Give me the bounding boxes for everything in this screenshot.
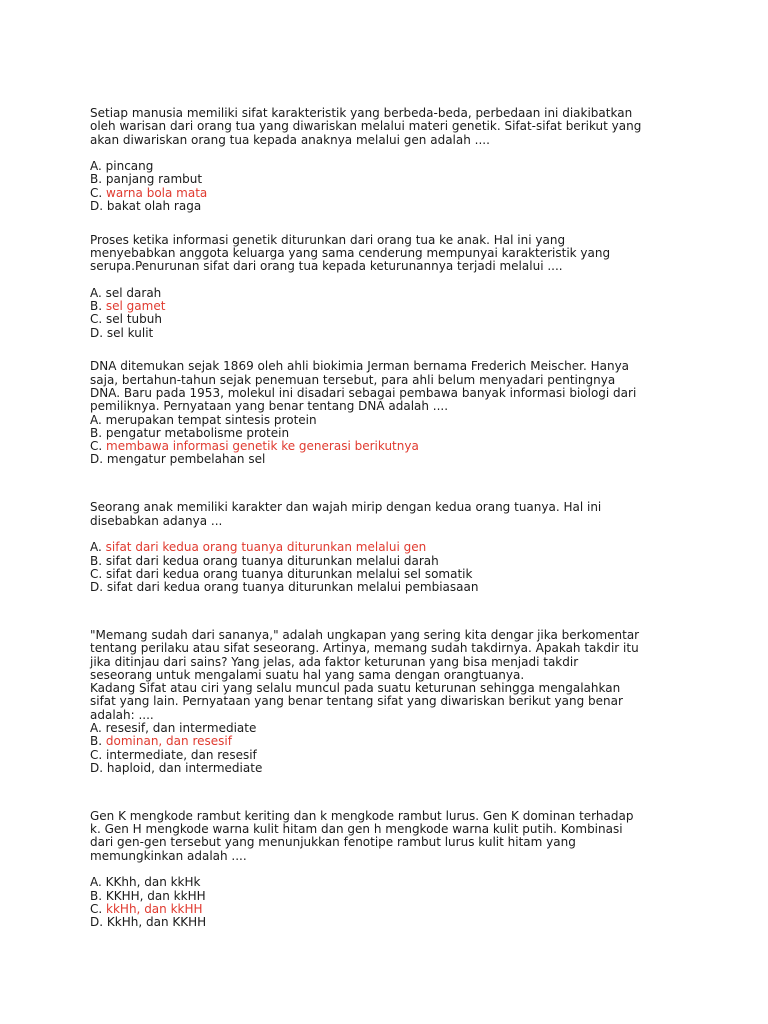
question-6-option-d: D. KkHh, dan KKHH — [90, 915, 207, 930]
question-6-text: Gen K mengkode rambut keriting dan k mengkode rambut lurus. Gen K dominan terhadap k. Gen H mengkode warna kulit hitam dan gen h mengkode warna kulit putih. Kombinasi dari gen-gen tersebut yang menunjukkan fenotipe rambut lurus kulit hitam yang memungkinkan adalah .... — [90, 808, 634, 863]
question-6-option-b: B. KKHH, dan kkHH — [90, 888, 206, 903]
question-6-option-a: A. KKhh, dan kkHk — [90, 875, 201, 890]
question-4 — [90, 501, 690, 594]
question-1-text: Setiap manusia memiliki sifat karakteristik yang berbeda-beda, perbedaan ini diakibatkan oleh warisan dari orang tua yang diwariskan melalui materi genetik. Sifat-sifat berikut yang akan diwariskan orang tua kepada anaknya melalui gen adalah .... — [90, 106, 642, 147]
question-4-option-c: C. sifat dari kedua orang tuanya diturunkan melalui sel somatik — [90, 566, 473, 581]
question-5-text: "Memang sudah dari sananya," adalah ungkapan yang sering kita dengar jika berkomentar tentang perilaku atau sifat seseorang. Artinya, memang sudah takdirnya. Apakah takdir itu jika ditinjau dari sains? Yang jelas, ada faktor keturunan yang bisa menjadi takdir seseorang untuk mengalami suatu hal yang sama dengan orangtuanya. Kadang Sifat atau ciri yang selalu muncul pada suatu keturunan sehingga mengalahkan sifat yang lain. Pernyataan yang benar tentang sifat yang diwariskan berikut yang benar adalah: .... — [90, 627, 640, 722]
question-2-option-a: A. sel darah — [90, 285, 162, 300]
question-1-option-d: D. bakat olah raga — [90, 199, 202, 214]
question-3-option-a: A. merupakan tempat sintesis protein — [90, 412, 317, 427]
question-5-option-d: D. haploid, dan intermediate — [90, 760, 263, 775]
question-1-option-c: C. warna bola mata — [90, 185, 208, 200]
question-3 — [90, 360, 690, 466]
question-1-option-a: A. pincang — [90, 159, 154, 174]
question-4-option-d: D. sifat dari kedua orang tuanya diturunkan melalui pembiasaan — [90, 580, 479, 595]
question-2 — [90, 234, 690, 340]
question-3-option-b: B. pengatur metabolisme protein — [90, 425, 290, 440]
question-2-option-c: C. sel tubuh — [90, 312, 162, 327]
question-5-option-b: B. dominan, dan resesif — [90, 734, 232, 749]
question-2-text: Proses ketika informasi genetik diturunkan dari orang tua ke anak. Hal ini yang menyebabkan anggota keluarga yang sama cenderung mempunyai karakteristik yang serupa.Penurunan sifat dari orang tua kepada keturunannya terjadi melalui .... — [90, 232, 611, 274]
question-6-option-c: C. kkHh, dan kkHH — [90, 901, 203, 916]
question-2-option-b: B. sel gamet — [90, 299, 166, 314]
question-5-option-c: C. intermediate, dan resesif — [90, 747, 257, 762]
document-body — [90, 107, 690, 930]
question-4-option-b: B. sifat dari kedua orang tuanya diturunkan melalui darah — [90, 553, 439, 568]
question-4-text: Seorang anak memiliki karakter dan wajah mirip dengan kedua orang tuanya. Hal ini disebabkan adanya ... — [90, 500, 602, 528]
question-3-text: DNA ditemukan sejak 1869 oleh ahli biokimia Jerman bernama Frederich Meischer. Hanya saja, bertahun-tahun sejak penemuan tersebut, para ahli belum menyadari pentingnya DNA. Baru pada 1953, molekul ini disadari sebagai pembawa banyak informasi biologi dari pemiliknya. Pernyataan yang benar tentang DNA adalah .... — [90, 359, 637, 414]
question-3-option-d: D. mengatur pembelahan sel — [90, 452, 266, 467]
question-6 — [90, 810, 690, 930]
question-1 — [90, 107, 690, 213]
question-4-option-a: A. sifat dari kedua orang tuanya diturunkan melalui gen — [90, 540, 427, 555]
question-5 — [90, 629, 690, 775]
question-2-option-d: D. sel kulit — [90, 325, 154, 340]
question-1-option-b: B. panjang rambut — [90, 172, 203, 187]
question-3-option-c: C. membawa informasi genetik ke generasi berikutnya — [90, 439, 419, 454]
question-5-option-a: A. resesif, dan intermediate — [90, 721, 257, 736]
